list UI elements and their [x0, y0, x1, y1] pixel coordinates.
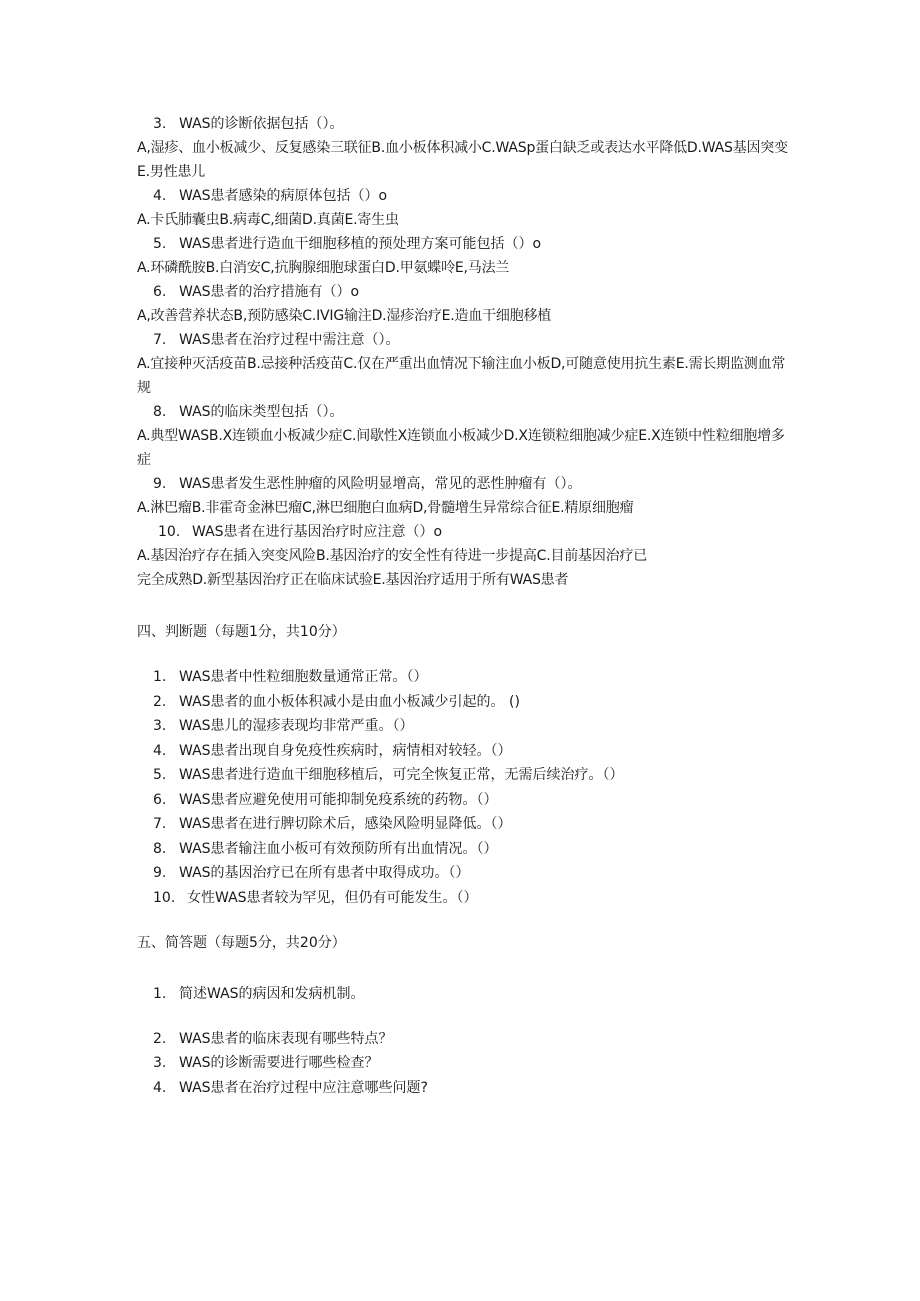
- true-false-item: [137, 886, 797, 911]
- item-number: 9.: [153, 865, 167, 881]
- question-stem: WAS的诊断依据包括（）。: [179, 116, 344, 132]
- question-options: A,改善营养状态B,预防感染C.IVIG输注D.湿疹治疗E.造血干细胞移植: [137, 308, 552, 324]
- question-options: A.卡氏肺囊虫B.病毒C,细菌D.真菌E.寄生虫: [137, 212, 399, 228]
- item-text: 简述WAS的病因和发病机制。: [179, 986, 365, 1002]
- short-answer-item: [137, 1027, 393, 1051]
- true-false-section-title: 四、判断题（每题1分，共10分）: [137, 624, 346, 640]
- short-answer-item: [137, 1076, 428, 1100]
- item-number: 10.: [153, 889, 176, 906]
- item-text: WAS患者输注血小板可有效预防所有出血情况。（）: [179, 840, 498, 857]
- short-answer-section-title: 五、简答题（每题5分，共20分）: [137, 935, 346, 951]
- short-answer-item: [137, 1051, 379, 1075]
- item-number: 3.: [153, 1055, 167, 1071]
- question-number: 4.: [153, 188, 167, 204]
- question-8: [137, 400, 797, 424]
- true-false-item: [137, 861, 797, 886]
- true-false-item: [137, 837, 797, 862]
- item-number: 1.: [153, 986, 167, 1002]
- question-stem: WAS患者进行造血干细胞移植的预处理方案可能包括（）o: [179, 236, 542, 252]
- item-number: 8.: [153, 840, 167, 857]
- true-false-list: [137, 665, 797, 910]
- question-options: A.淋巴瘤B.非霍奇金淋巴瘤C,淋巴细胞白血病D,骨髓增生异常综合征E.精原细胞瘤: [137, 500, 634, 516]
- item-text: WAS患者的临床表现有哪些特点？: [179, 1031, 393, 1047]
- true-false-item: [137, 812, 797, 837]
- true-false-item: [137, 788, 797, 813]
- question-number: 7.: [153, 332, 167, 348]
- true-false-item: [137, 690, 797, 715]
- item-text: WAS的诊断需要进行哪些检查？: [179, 1055, 379, 1071]
- question-5: [137, 232, 797, 256]
- item-number: 4.: [153, 742, 167, 759]
- item-number: 1.: [153, 669, 167, 685]
- true-false-item: [137, 665, 797, 690]
- item-text: WAS患儿的湿疹表现均非常严重。（）: [179, 718, 414, 734]
- item-number: 5.: [153, 767, 167, 783]
- item-text: WAS患者在进行脾切除术后，感染风险明显降低。（）: [179, 816, 512, 832]
- item-number: 7.: [153, 816, 167, 832]
- question-6: [137, 280, 797, 304]
- question-options-line: 完全成熟D.新型基因治疗正在临床试验E.基因治疗适用于所有WAS患者: [137, 572, 569, 588]
- item-number: 2.: [153, 693, 167, 710]
- question-options: A.宜接种灭活疫苗B.忌接种活疫苗C.仅在严重出血情况下输注血小板D,可随意使用抗生素E.需长期监测血常规: [137, 356, 786, 396]
- item-text: WAS患者出现自身免疫性疾病时，病情相对较轻。（）: [179, 742, 512, 759]
- question-7: [137, 328, 797, 352]
- question-stem: WAS患者发生恶性肿瘤的风险明显增高，常见的恶性肿瘤有（）。: [179, 476, 582, 492]
- true-false-item: [137, 739, 797, 764]
- true-false-item: [137, 714, 797, 739]
- question-options: A.环磷酰胺B.白消安C,抗胸腺细胞球蛋白D.甲氨蝶呤E,马法兰: [137, 260, 510, 276]
- item-number: 4.: [153, 1080, 167, 1096]
- item-number: 6.: [153, 791, 167, 808]
- item-text: WAS患者应避免使用可能抑制免疫系统的药物。（）: [179, 791, 498, 808]
- question-stem: WAS患者的治疗措施有（）o: [179, 284, 360, 300]
- question-4: [137, 184, 797, 208]
- item-text: WAS的基因治疗已在所有患者中取得成功。（）: [179, 865, 470, 881]
- question-9: [137, 472, 797, 496]
- question-options: A,湿疹、血小板减少、反复感染三联征B.血小板体积减小C.WASp蛋白缺乏或表达水平降低D.WAS基因突变E.男性患儿: [137, 140, 788, 180]
- item-text: WAS患者的血小板体积减小是由血小板减少引起的。 (): [179, 693, 520, 710]
- question-stem: WAS患者在治疗过程中需注意（）。: [179, 332, 400, 348]
- short-answer-item: [137, 982, 365, 1006]
- question-stem: WAS患者感染的病原体包括（）o: [179, 188, 388, 204]
- question-10: [137, 520, 797, 544]
- true-false-item: [137, 763, 797, 788]
- question-number: 8.: [153, 404, 167, 420]
- question-stem: WAS患者在进行基因治疗时应注意（）o: [192, 524, 443, 540]
- item-text: 女性WAS患者较为罕见，但仍有可能发生。（）: [187, 889, 478, 906]
- item-text: WAS患者进行造血干细胞移植后，可完全恢复正常，无需后续治疗。（）: [179, 767, 624, 783]
- question-options-line: A.基因治疗存在插入突变风险B.基因治疗的安全性有待进一步提高C.目前基因治疗已: [137, 548, 648, 564]
- item-number: 2.: [153, 1031, 167, 1047]
- question-number: 10.: [158, 524, 181, 540]
- question-stem: WAS的临床类型包括（）。: [179, 404, 344, 420]
- question-number: 6.: [153, 284, 167, 300]
- item-number: 3.: [153, 718, 167, 734]
- short-answer-list: [137, 982, 797, 1112]
- item-text: WAS患者在治疗过程中应注意哪些问题?: [179, 1080, 428, 1096]
- question-number: 5.: [153, 236, 167, 252]
- question-3: [137, 112, 797, 136]
- multiple-choice-list: [137, 112, 797, 592]
- question-number: 9.: [153, 476, 167, 492]
- question-options: A.典型WASB.X连锁血小板减少症C.间歇性X连锁血小板减少D.X连锁粒细胞减少症E.X连锁中性粒细胞增多症: [137, 428, 785, 468]
- item-text: WAS患者中性粒细胞数量通常正常。（）: [179, 669, 428, 685]
- question-number: 3.: [153, 116, 167, 132]
